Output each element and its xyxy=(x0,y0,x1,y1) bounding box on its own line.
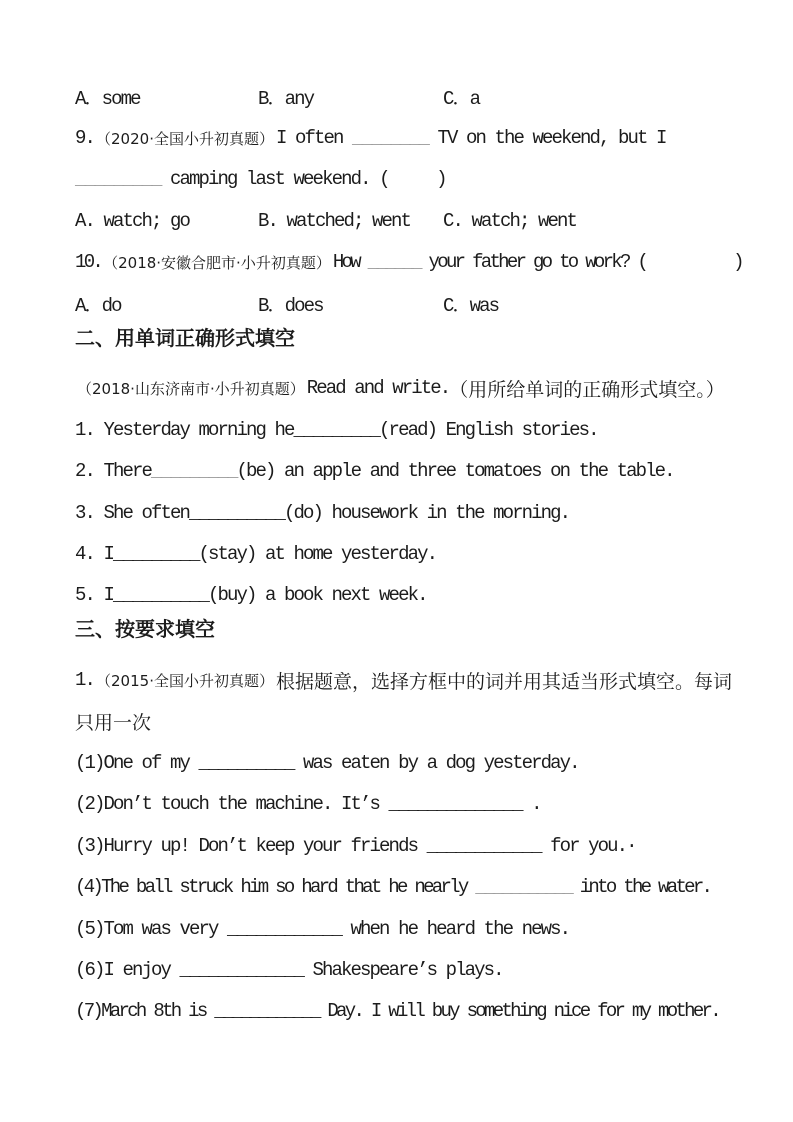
text-segment: (be) an apple and three tomatoes on the table. xyxy=(236,460,674,483)
answer-options-row xyxy=(75,76,763,117)
text-segment: （用所给单词的正确形式填空。） xyxy=(449,378,725,401)
text-line xyxy=(75,159,763,200)
text-segment: 3. She often__________(do) housework in the morning. xyxy=(75,501,570,524)
answer-options-row xyxy=(75,200,763,241)
answer-option: A. watch; go xyxy=(75,209,190,232)
text-segment: TV on the weekend, but I xyxy=(428,127,666,150)
answer-blank: ________ xyxy=(351,127,428,150)
text-segment: your father go to work? ( ) xyxy=(419,251,742,274)
text-line xyxy=(75,991,763,1032)
text-line xyxy=(75,492,763,533)
text-segment: How xyxy=(332,251,368,274)
text-line xyxy=(75,117,763,158)
answer-blank: ______ xyxy=(367,251,420,274)
answer-option: A．do xyxy=(75,295,121,318)
text-line xyxy=(75,866,763,907)
text-segment: (7)March 8th is ____________ Day. I will buy something nice for my mother. xyxy=(75,1000,719,1023)
text-segment: 1. xyxy=(75,669,95,692)
answer-blank: ___________ xyxy=(475,876,572,899)
answer-option: B．any xyxy=(258,88,314,111)
source-tag: （2020·全国小升初真题） xyxy=(96,129,274,148)
source-tag: （2018·安徽合肥市·小升初真题） xyxy=(103,253,331,272)
section-heading xyxy=(75,607,763,648)
text-segment: (3)Hurry up! Don’t keep your friends ____________ for you.· xyxy=(75,834,636,857)
text-line xyxy=(75,701,763,742)
source-tag: （2018·山东济南市·小升初真题） xyxy=(77,379,305,398)
text-line xyxy=(75,825,763,866)
text-segment: (4)The ball struck him so hard that he nearly xyxy=(75,876,476,899)
text-segment: (1)One of my __________ was eaten by a dog yesterday. xyxy=(75,751,579,774)
text-line xyxy=(75,742,763,783)
section-heading-text: 二、用单词正确形式填空 xyxy=(75,325,295,350)
text-line xyxy=(75,451,763,492)
answer-option: C．a xyxy=(443,88,480,111)
text-segment: 4. I_________(stay) at home yesterday. xyxy=(75,542,437,565)
text-segment: (5)Tom was very ____________ when he heard the news. xyxy=(75,917,570,940)
section-heading-text: 三、按要求填空 xyxy=(75,617,215,642)
text-segment: 2. There xyxy=(75,460,152,483)
text-segment: camping last weekend. ( ) xyxy=(160,168,446,191)
text-segment: 根据题意，选择方框中的词并用其适当形式填空。每词 xyxy=(275,670,732,693)
text-segment: Read and write. xyxy=(306,377,450,400)
answer-option: A．some xyxy=(75,88,140,111)
text-line xyxy=(75,784,763,825)
answer-option: B. watched; went xyxy=(258,209,411,232)
text-segment: 1. Yesterday morning he_________(read) English stories. xyxy=(75,418,598,441)
answer-option: B．does xyxy=(258,295,323,318)
text-segment: 10. xyxy=(75,251,102,274)
section-heading xyxy=(75,315,763,356)
answer-option: C. watch; went xyxy=(443,209,577,232)
answer-option: C．was xyxy=(443,295,499,318)
text-segment: (2)Don’t touch the machine. It’s ______________ . xyxy=(75,793,541,816)
text-segment: into the water. xyxy=(571,876,711,899)
text-line xyxy=(75,242,763,283)
answer-blank: _________ xyxy=(151,460,237,483)
text-segment: I often xyxy=(275,127,352,150)
text-line xyxy=(75,409,763,450)
text-line xyxy=(75,659,763,700)
source-tag: （2015·全国小升初真题） xyxy=(96,671,274,690)
text-segment: 5. I__________(buy) a book next week. xyxy=(75,584,427,607)
text-segment: 9. xyxy=(75,127,95,150)
text-line xyxy=(75,908,763,949)
text-line xyxy=(75,368,763,409)
text-line xyxy=(75,533,763,574)
text-line xyxy=(75,949,763,990)
answer-blank: _________ xyxy=(75,168,161,191)
text-segment: (6)I enjoy _____________ Shakespeare’s plays. xyxy=(75,958,503,981)
text-segment: 只用一次 xyxy=(75,712,152,735)
